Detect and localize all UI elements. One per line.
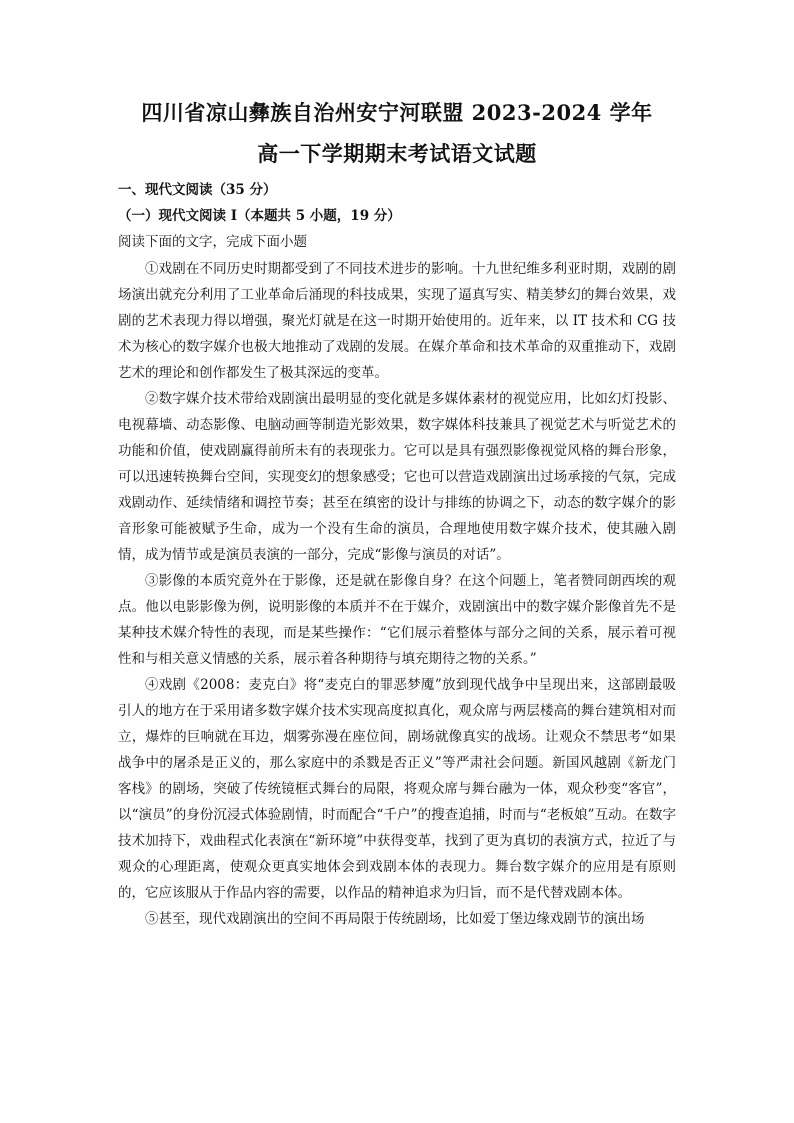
paragraph-4: ④戏剧《2008：麦克白》将“麦克白的罪恶梦魇”放到现代战争中呈现出来，这部剧最吸引人的地方在于采用诸多数字媒介技术实现高度拟真化，观众席与两层楼高的舞台建筑相对而立，爆炸的巨响就在耳边，烟雾弥漫在座位间，剧场就像真实的战场。让观众不禁思考“如果战争中的屠杀是正义的，那么家庭中的杀戮是否正义”等严肃社会问题。新国风越剧《新龙门客栈》的剧场，突破了传统镜框式舞台的局限，将观众席与舞台融为一体，观众秒变“客官”，以“演员”的身份沉浸式体验剧情，时而配合“千户”的搜查追捕，时而与“老板娘”互动。在数字技术加持下，戏曲程式化表演在“新环境”中获得变革，找到了更为真切的表演方式，拉近了与观众的心理距离，使观众更真实地体会到戏剧本体的表现力。舞台数字媒介的应用是有原则的，它应该服从于作品内容的需要，以作品的精神追求为归旨，而不是代替戏剧本体。 <box>118 677 676 901</box>
document-title-line-2: 高一下学期期末考试语文试题 <box>257 141 537 166</box>
paragraph-5: ⑤甚至，现代戏剧演出的空间不再局限于传统剧场，比如爱丁堡边缘戏剧节的演出场 <box>145 911 645 927</box>
document-title-line-1: 四川省凉山彝族自治州安宁河联盟 2023-2024 学年 <box>141 100 653 125</box>
reading-instruction: 阅读下面的文字，完成下面小题 <box>118 234 307 250</box>
section-heading: 一、现代文阅读（35 分） <box>118 182 277 198</box>
paragraph-1: ①戏剧在不同历史时期都受到了不同技术进步的影响。十九世纪维多利亚时期，戏剧的剧场演出就充分利用了工业革命后涌现的科技成果，实现了逼真写实、精美梦幻的舞台效果，戏剧的艺术表现力得以增强，聚光灯就是在这一时期开始使用的。近年来，以 IT 技术和 CG 技术为核心的数字媒介也极大地推动了戏剧的发展。在媒介革命和技术革命的双重推动下，戏剧艺术的理论和创作都发生了极其深远的变革。 <box>118 261 676 381</box>
paragraph-2: ②数字媒介技术带给戏剧演出最明显的变化就是多媒体素材的视觉应用，比如幻灯投影、电视幕墙、动态影像、电脑动画等制造光影效果，数字媒体科技兼具了视觉艺术与听觉艺术的功能和价值，使戏剧赢得前所未有的表现张力。它可以是具有强烈影像视觉风格的舞台形象，可以迅速转换舞台空间，实现变幻的想象感受；它也可以营造戏剧演出过场承接的气氛，完成戏剧动作、延续情绪和调控节奏；甚至在缜密的设计与排练的协调之下，动态的数字媒介的影音形象可能被赋予生命，成为一个没有生命的演员，合理地使用数字媒介技术，使其融入剧情，成为情节或是演员表演的一部分，完成“影像与演员的对话”。 <box>118 391 676 563</box>
paragraph-3: ③影像的本质究竟外在于影像，还是就在影像自身？在这个问题上，笔者赞同朗西埃的观点。他以电影影像为例，说明影像的本质并不在于媒介，戏剧演出中的数字媒介影像首先不是某种技术媒介特性的表现，而是某些操作：“它们展示着整体与部分之间的关系，展示着可视性和与相关意义情感的关系，展示着各种期待与填充期待之物的关系。” <box>118 573 676 667</box>
subsection-heading: （一）现代文阅读 I（本题共 5 小题，19 分） <box>118 208 401 224</box>
passage-body <box>118 256 676 932</box>
